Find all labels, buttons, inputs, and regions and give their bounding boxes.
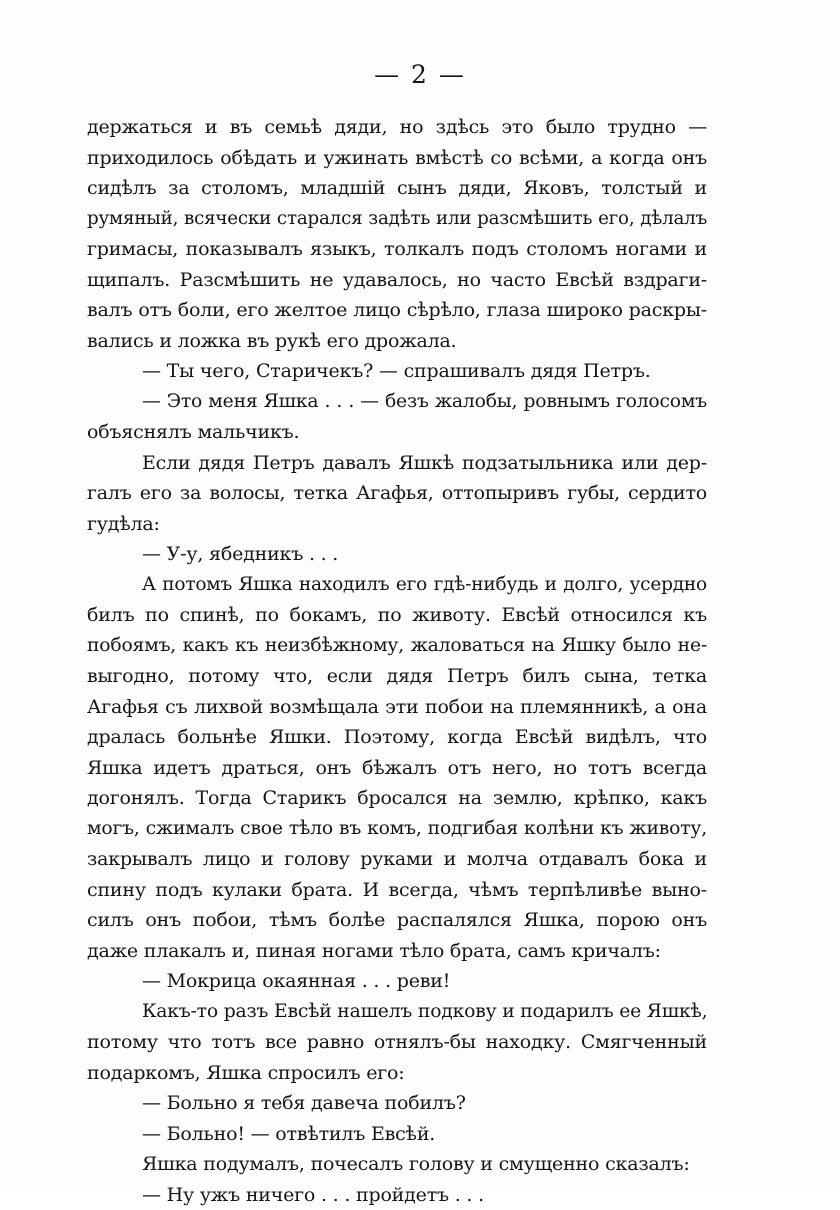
text-line: закрывалъ лицо и голову руками и молча отдавалъ бока и (87, 844, 707, 875)
text-line: Какъ-то разъ Евсѣй нашелъ подкову и подарилъ ее Яшкѣ, (87, 997, 707, 1028)
text-line: щипалъ. Разсмѣшить не удавалось, но часто Евсѣй вздраги- (87, 265, 707, 296)
text-line: держаться и въ семьѣ дяди, но здѣсь это было трудно — (87, 112, 707, 143)
text-line: — Мокрица окаянная . . . реви! (87, 966, 707, 997)
page-number: — 2 — (0, 60, 840, 89)
text-line: Если дядя Петръ давалъ Яшкѣ подзатыльника или дер- (87, 448, 707, 479)
text-line: спину подъ кулаки брата. И всегда, чѣмъ терпѣливѣе выно- (87, 875, 707, 906)
body-text (87, 112, 707, 1210)
text-line: румяный, всячески старался задѣть или разсмѣшить его, дѣлалъ (87, 204, 707, 235)
text-line: подаркомъ, Яшка спросилъ его: (87, 1058, 707, 1089)
text-line: гримасы, показывалъ языкъ, толкалъ подъ столомъ ногами и (87, 234, 707, 265)
text-line: сидѣлъ за столомъ, младшій сынъ дяди, Яковъ, толстый и (87, 173, 707, 204)
text-line: — Больно! — отвѣтилъ Евсѣй. (87, 1119, 707, 1150)
text-line: объяснялъ мальчикъ. (87, 417, 707, 448)
text-line: побоямъ, какъ къ неизбѣжному, жаловаться на Яшку было не- (87, 631, 707, 662)
text-line: даже плакалъ и, пиная ногами тѣло брата, самъ кричалъ: (87, 936, 707, 967)
text-line: — Больно я тебя давеча побилъ? (87, 1088, 707, 1119)
text-line: Агафья съ лихвой возмѣщала эти побои на племянникѣ, а она (87, 692, 707, 723)
text-line: Яшка подумалъ, почесалъ голову и смущенно сказалъ: (87, 1149, 707, 1180)
text-line: потому что тотъ все равно отнялъ-бы находку. Смягченный (87, 1027, 707, 1058)
text-line: — У-у, ябедникъ . . . (87, 539, 707, 570)
text-line: — Ты чего, Старичекъ? — спрашивалъ дядя Петръ. (87, 356, 707, 387)
text-line: гудѣла: (87, 509, 707, 540)
text-line: выгодно, потому что, если дядя Петръ билъ сына, тетка (87, 661, 707, 692)
text-line: галъ его за волосы, тетка Агафья, оттопыривъ губы, сердито (87, 478, 707, 509)
text-line: — Это меня Яшка . . . — безъ жалобы, ровнымъ голосомъ (87, 387, 707, 418)
text-line: могъ, сжималъ свое тѣло въ комъ, подгибая колѣни къ животу, (87, 814, 707, 845)
text-line: билъ по спинѣ, по бокамъ, по животу. Евсѣй относился къ (87, 600, 707, 631)
text-line: Яшка идетъ драться, онъ бѣжалъ отъ него, но тотъ всегда (87, 753, 707, 784)
text-line: А потомъ Яшка находилъ его гдѣ-нибудь и долго, усердно (87, 570, 707, 601)
text-line: приходилось обѣдать и ужинать вмѣстѣ со всѣми, а когда онъ (87, 143, 707, 174)
text-line: догонялъ. Тогда Старикъ бросался на землю, крѣпко, какъ (87, 783, 707, 814)
text-line: вались и ложка въ рукѣ его дрожала. (87, 326, 707, 357)
text-line: дралась больнѣе Яшки. Поэтому, когда Евсѣй видѣлъ, что (87, 722, 707, 753)
text-line: валъ отъ боли, его желтое лицо сѣрѣло, глаза широко раскры- (87, 295, 707, 326)
text-line: — Ну ужъ ничего . . . пройдетъ . . . (87, 1180, 707, 1210)
text-line: силъ онъ побои, тѣмъ болѣе распалялся Яшка, порою онъ (87, 905, 707, 936)
